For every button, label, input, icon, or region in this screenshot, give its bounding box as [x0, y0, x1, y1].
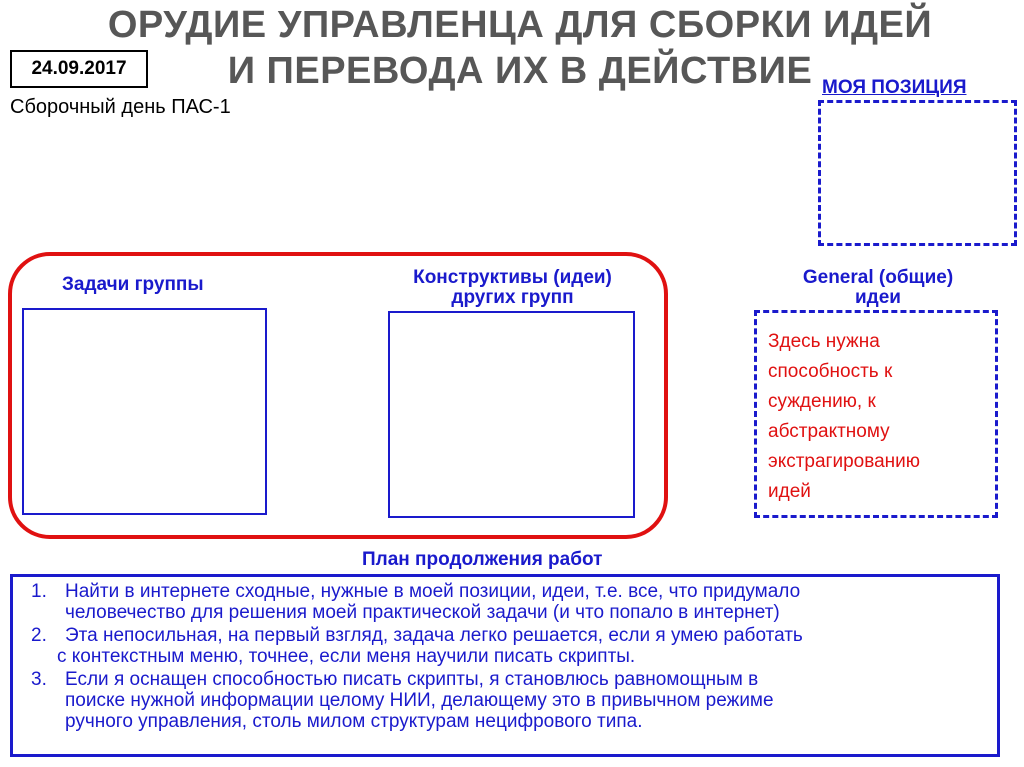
plan-item-text: Эта непосильная, на первый взгляд, задача легко решается, если я умею работать [65, 625, 803, 646]
plan-item-2 [31, 625, 987, 667]
date-badge: 24.09.2017 [10, 50, 148, 88]
general-text-line: суждению, к [768, 391, 876, 412]
plan-item-line: поиске нужной информации целому НИИ, делающему это в привычном режиме [65, 690, 774, 711]
title-line-2: И ПЕРЕВОДА ИХ В ДЕЙСТВИЕ [227, 50, 813, 92]
subtitle: Сборочный день ПАС-1 [10, 96, 231, 118]
my-position-label: МОЯ ПОЗИЦИЯ [822, 77, 967, 98]
constructives-label-line-1: Конструктивы (идеи) [413, 267, 612, 288]
general-text-line: абстрактному [768, 421, 890, 442]
plan-item-1 [31, 581, 987, 623]
general-label-line-2: идеи [855, 287, 901, 308]
plan-item-line [31, 625, 987, 646]
plan-item-line: с контекстным меню, точнее, если меня научили писать скрипты. [57, 646, 636, 667]
plan-item-text: Если я оснащен способностью писать скрипты, я становлюсь равномощным в [65, 669, 759, 690]
plan-item-number: 3. [31, 669, 47, 690]
plan-item-number: 2. [31, 625, 47, 646]
general-ideas-text [768, 327, 985, 507]
general-ideas-box [754, 310, 998, 518]
plan-item-3 [31, 669, 987, 732]
constructives-label [390, 268, 635, 308]
plan-item-line: человечество для решения моей практической задачи (и что попало в интернет) [65, 602, 780, 623]
plan-item-line [31, 669, 987, 690]
group-tasks-label [62, 275, 204, 295]
title-line-1: ОРУДИЕ УПРАВЛЕНЦА ДЛЯ СБОРКИ ИДЕЙ [107, 4, 933, 46]
plan-item-text: Найти в интернете сходные, нужные в моей позиции, идеи, т.е. все, что придумало [65, 581, 801, 602]
plan-item-line: ручного управления, столь милом структурам нецифрового типа. [65, 711, 643, 732]
general-text-line: способность к [768, 361, 893, 382]
constructives-label-line-2: других групп [451, 287, 574, 308]
plan-item-number: 1. [31, 581, 47, 602]
general-text-line: идей [768, 481, 811, 502]
plan-title: План продолжения работ [362, 549, 603, 570]
general-text-line: Здесь нужна [768, 331, 880, 352]
group-tasks-box [22, 308, 267, 515]
general-text-line: экстрагированию [768, 451, 921, 472]
group-tasks-label-text: Задачи группы [62, 274, 204, 295]
plan-item-line [31, 581, 987, 602]
constructives-box [388, 311, 635, 518]
plan-box [10, 574, 1000, 757]
my-position-box [818, 100, 1017, 246]
general-label-line-1: General (общие) [802, 267, 954, 288]
general-label [760, 268, 996, 308]
